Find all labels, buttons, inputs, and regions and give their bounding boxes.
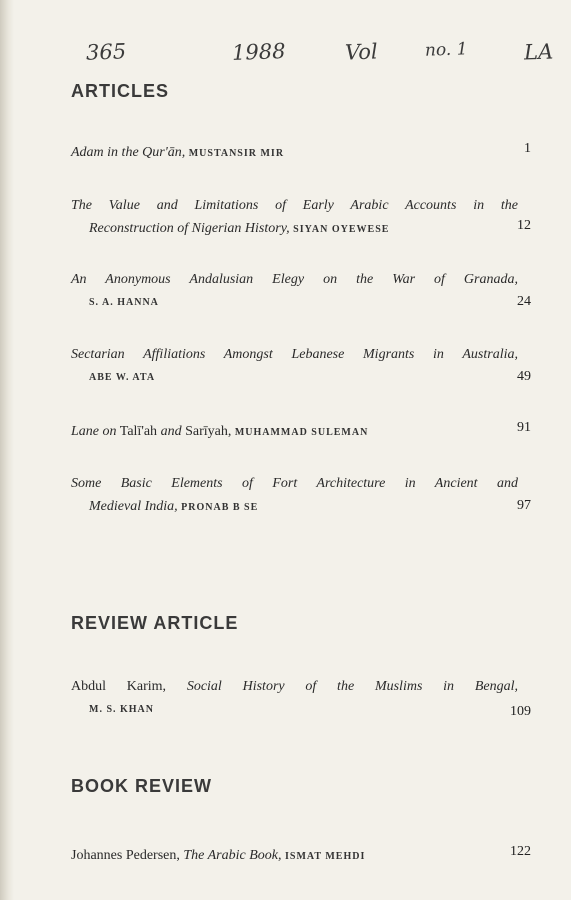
handwritten-ref: 365 (85, 39, 127, 65)
handwritten-vol: Vol (344, 39, 379, 65)
toc-entry-5 (71, 420, 541, 444)
entry-title: Adam in the Qur'ān, (71, 145, 186, 160)
review-article-entry (71, 675, 541, 723)
entry-title-line-1: Some Basic Elements of Fort Architecture in Ancient and (71, 476, 518, 491)
page-number: 97 (517, 498, 531, 513)
reviewed-book-title: The Arabic Book, (183, 848, 282, 863)
entry-title: An Anonymous Andalusian Elegy on the War of Granada, (71, 272, 518, 287)
page-number: 109 (510, 704, 531, 719)
entry-author: S. A. HANNA (89, 297, 159, 308)
toc-entry-4 (71, 343, 541, 391)
entry-title-term: Sarīyah, (185, 424, 232, 439)
page-number: 122 (510, 844, 531, 859)
entry-author: ISMAT MEHDI (285, 851, 366, 862)
book-review-entry (71, 844, 541, 868)
entry-title-line-2: Reconstruction of Nigerian History, (89, 221, 290, 236)
reviewed-book-title: Social History of the Muslims in Bengal, (186, 679, 518, 694)
page-number: 91 (517, 420, 531, 435)
entry-author: MUSTANSIR MIR (188, 148, 285, 159)
book-review-heading: BOOK REVIEW (71, 776, 213, 796)
reviewed-book-author: Johannes Pedersen, (71, 848, 180, 863)
page-number: 1 (524, 141, 531, 156)
handwritten-no: no. 1 (424, 39, 468, 61)
toc-entry-2 (71, 194, 541, 242)
toc-entry-1 (71, 141, 541, 165)
toc-entry-6 (71, 472, 541, 520)
handwritten-year: 1988 (231, 39, 286, 65)
entry-author: MUHAMMAD SULEMAN (234, 427, 369, 438)
review-article-heading: REVIEW ARTICLE (71, 613, 239, 633)
entry-title-part: and (160, 424, 182, 439)
entry-author: PRONAB B SE (181, 502, 259, 513)
page-number: 49 (517, 369, 531, 384)
reviewed-book-author: Abdul Karim, (71, 679, 167, 694)
entry-title-part: Lane on (71, 424, 117, 439)
articles-heading: ARTICLES (71, 81, 169, 101)
entry-author: ABE W. ATA (89, 372, 156, 383)
entry-title-line-1: The Value and Limitations of Early Arabic Accounts in the (71, 198, 518, 213)
entry-title-term: Talī'ah (119, 424, 158, 439)
page-number: 12 (517, 218, 531, 233)
entry-author: M. S. KHAN (89, 704, 154, 715)
handwritten-mark: LA (523, 39, 554, 65)
entry-title: Sectarian Affiliations Amongst Lebanese Migrants in Australia, (71, 347, 518, 362)
entry-title-line-2: Medieval India, (89, 499, 178, 514)
page-number: 24 (517, 294, 531, 309)
page-binding-edge (0, 0, 14, 900)
toc-entry-3 (71, 268, 541, 316)
entry-author: SIYAN OYEWESE (293, 224, 390, 235)
